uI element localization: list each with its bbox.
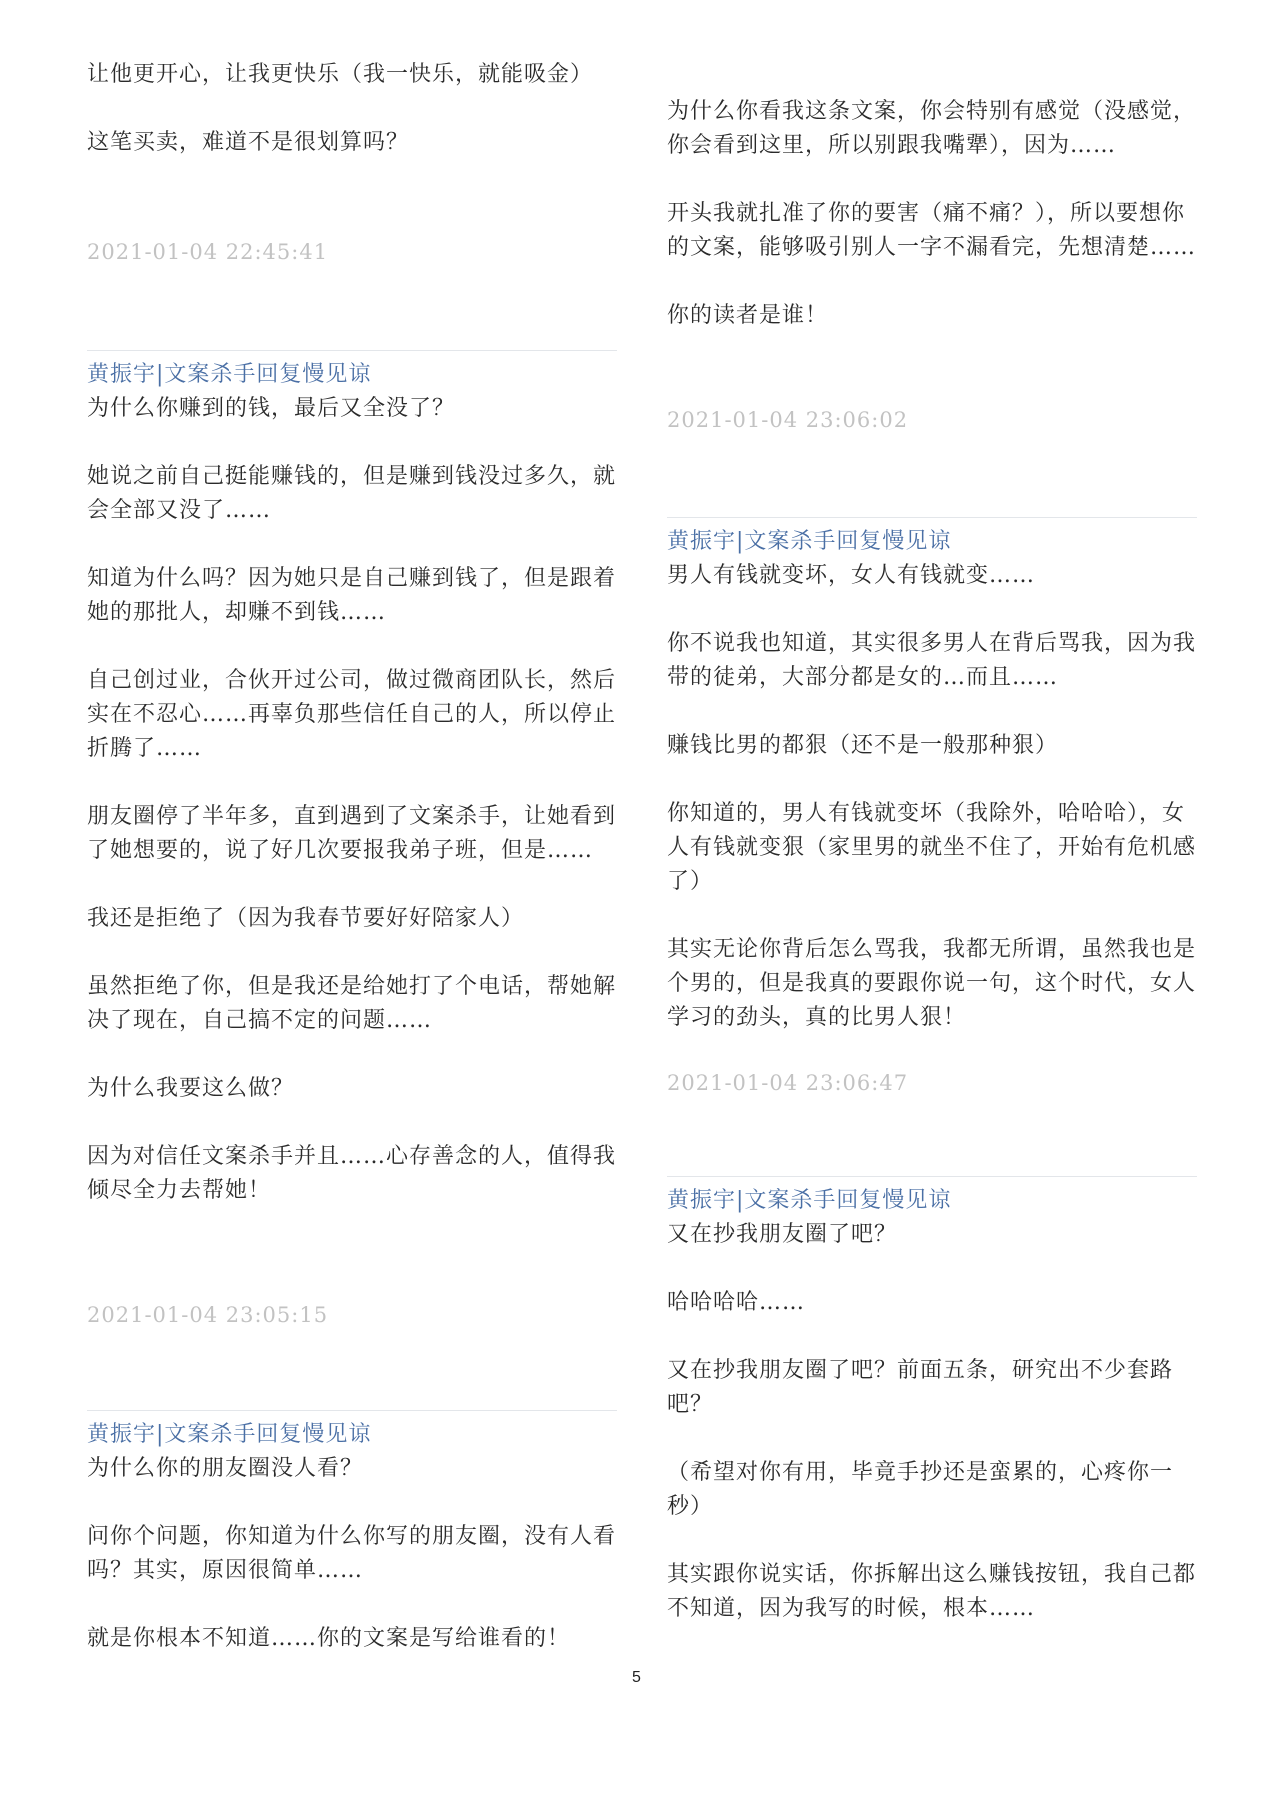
paragraph: 为什么你赚到的钱，最后又全没了？	[87, 396, 456, 421]
paragraph: 其实跟你说实话，你拆解出这么赚钱按钮，我自己都不知道，因为我写的时候，根本……	[667, 1562, 1197, 1621]
author-name[interactable]: 黄振宇|文案杀手回复慢见谅	[667, 529, 952, 554]
paragraph: 我还是拒绝了（因为我春节要好好陪家人）	[87, 906, 525, 931]
paragraph: 为什么你的朋友圈没人看？	[87, 1456, 364, 1481]
paragraph: 让他更开心，让我更快乐（我一快乐，就能吸金）	[87, 62, 594, 87]
post-divider	[87, 350, 617, 351]
author-name[interactable]: 黄振宇|文案杀手回复慢见谅	[87, 1422, 372, 1447]
author-name[interactable]: 黄振宇|文案杀手回复慢见谅	[87, 362, 372, 387]
timestamp: 2021-01-04 23:06:47	[667, 1071, 909, 1095]
paragraph: 因为对信任文案杀手并且……心存善念的人，值得我倾尽全力去帮她！	[87, 1144, 617, 1203]
author-name[interactable]: 黄振宇|文案杀手回复慢见谅	[667, 1188, 952, 1213]
post-divider	[667, 1176, 1197, 1177]
paragraph: 她说之前自己挺能赚钱的，但是赚到钱没过多久，就会全部又没了……	[87, 464, 617, 523]
post	[87, 350, 617, 1242]
paragraph: 你知道的，男人有钱就变坏（我除外，哈哈哈），女人有钱就变狠（家里男的就坐不住了，开始有危机感了）	[667, 801, 1197, 894]
paragraph: 就是你根本不知道……你的文案是写给谁看的！	[87, 1626, 571, 1651]
post	[87, 1410, 617, 1690]
paragraph: 其实无论你背后怎么骂我，我都无所谓，虽然我也是个男的，但是我真的要跟你说一句，这个时代，女人学习的劲头，真的比男人狠！	[667, 937, 1197, 1030]
right-intro	[667, 95, 1197, 367]
timestamp: 2021-01-04 22:45:41	[87, 240, 329, 264]
paragraph: （希望对你有用，毕竟手抄还是蛮累的，心疼你一秒）	[667, 1460, 1174, 1519]
paragraph: 问你个问题，你知道为什么你写的朋友圈，没有人看吗？其实，原因很简单……	[87, 1524, 617, 1583]
paragraph: 你不说我也知道，其实很多男人在背后骂我，因为我带的徒弟，大部分都是女的…而且……	[667, 631, 1197, 690]
post-divider	[667, 517, 1197, 518]
paragraph: 哈哈哈哈……	[667, 1290, 806, 1315]
paragraph: 开头我就扎准了你的要害（痛不痛？），所以要想你的文案，能够吸引别人一字不漏看完，先想清楚……	[667, 201, 1197, 260]
post-divider	[87, 1410, 617, 1411]
paragraph: 赚钱比男的都狠（还不是一般那种狠）	[667, 733, 1059, 758]
paragraph: 为什么你看我这条文案，你会特别有感觉（没感觉，你会看到这里，所以别跟我嘴犟），因为……	[667, 99, 1197, 158]
paragraph: 又在抄我朋友圈了吧？	[667, 1222, 898, 1247]
paragraph: 朋友圈停了半年多，直到遇到了文案杀手，让她看到了她想要的，说了好几次要报我弟子班，但是……	[87, 804, 617, 863]
paragraph: 知道为什么吗？因为她只是自己赚到钱了，但是跟着她的那批人，却赚不到钱……	[87, 566, 617, 625]
post	[667, 517, 1197, 1069]
paragraph: 男人有钱就变坏，女人有钱就变……	[667, 563, 1036, 588]
left-intro	[87, 58, 617, 194]
paragraph: 为什么我要这么做？	[87, 1076, 295, 1101]
paragraph: 自己创过业，合伙开过公司，做过微商团队长，然后实在不忍心……再辜负那些信任自己的人，所以停止折腾了……	[87, 668, 617, 761]
post	[667, 1176, 1197, 1660]
timestamp: 2021-01-04 23:05:15	[87, 1303, 329, 1327]
paragraph: 又在抄我朋友圈了吧？前面五条，研究出不少套路吧？	[667, 1358, 1174, 1417]
page-number: 5	[632, 1669, 641, 1686]
paragraph: 虽然拒绝了你，但是我还是给她打了个电话，帮她解决了现在，自己搞不定的问题……	[87, 974, 617, 1033]
paragraph: 你的读者是谁！	[667, 303, 829, 328]
paragraph: 这笔买卖，难道不是很划算吗？	[87, 130, 410, 155]
timestamp: 2021-01-04 23:06:02	[667, 408, 909, 432]
